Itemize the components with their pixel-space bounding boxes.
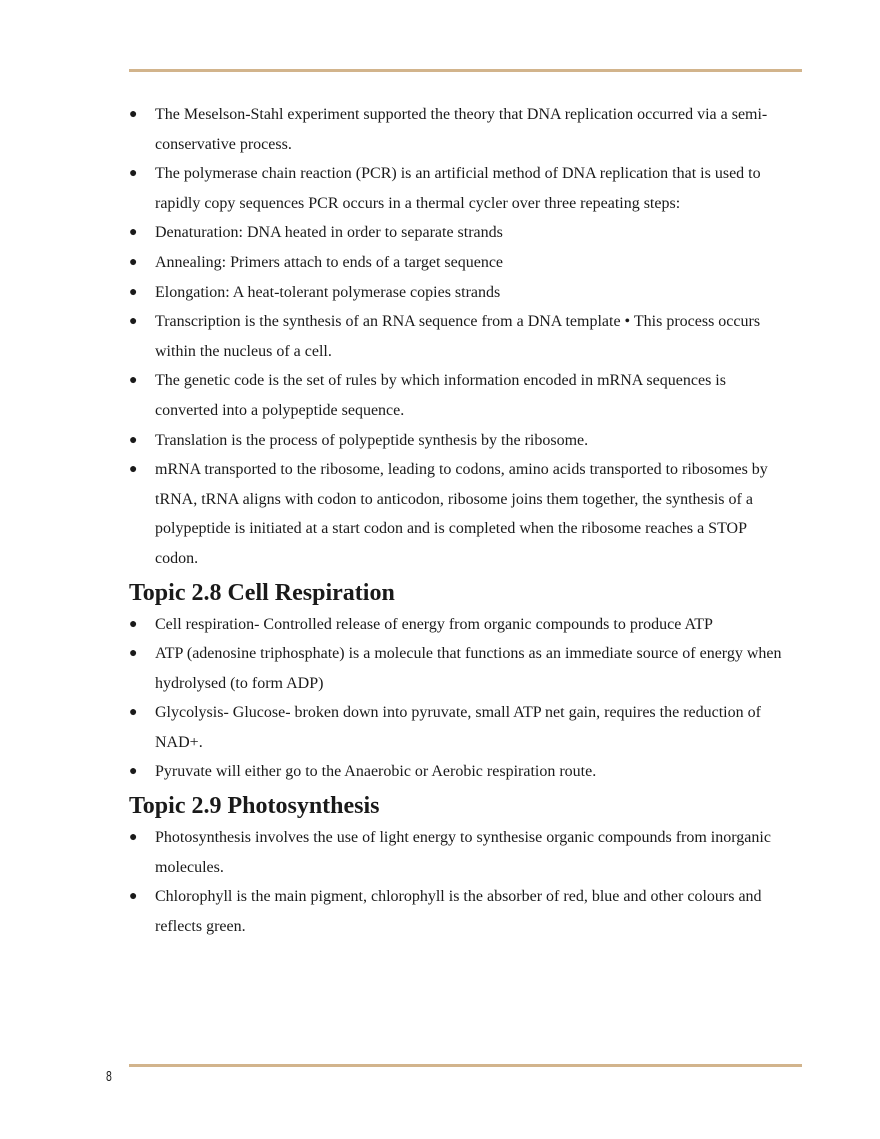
bullet-list-cell-respiration [129, 610, 789, 788]
list-item [129, 823, 789, 882]
list-item [129, 698, 789, 757]
list-item-text: Glycolysis- Glucose- broken down into pyruvate, small ATP net gain, requires the reduction of NAD+. [155, 704, 761, 751]
page-content [129, 100, 789, 941]
bullet-icon: ● [129, 432, 138, 448]
bullet-icon: ● [129, 705, 138, 721]
list-item-text: ATP (adenosine triphosphate) is a molecule that functions as an immediate source of energy when hydrolysed (to form ADP) [155, 645, 782, 692]
footer-rule [129, 1064, 802, 1067]
bullet-icon: ● [129, 646, 138, 662]
list-item-text: Cell respiration- Controlled release of energy from organic compounds to produce ATP [155, 615, 713, 633]
bullet-icon: ● [129, 830, 138, 846]
list-item-text: Photosynthesis involves the use of light energy to synthesise organic compounds from inorganic molecules. [155, 829, 771, 876]
list-item-text: Chlorophyll is the main pigment, chlorophyll is the absorber of red, blue and other colours and reflects green. [155, 888, 762, 935]
list-item [129, 426, 789, 456]
bullet-icon: ● [129, 616, 138, 632]
list-item [129, 882, 789, 941]
bullet-icon: ● [129, 889, 138, 905]
list-item [129, 639, 789, 698]
list-item [129, 278, 789, 308]
list-item [129, 100, 789, 159]
list-item-text: The genetic code is the set of rules by which information encoded in mRNA sequences is converted into a polypeptide sequence. [155, 372, 726, 419]
bullet-list-intro [129, 100, 789, 574]
bullet-icon: ● [129, 254, 138, 270]
list-item-text: Denaturation: DNA heated in order to separate strands [155, 224, 503, 242]
list-item [129, 248, 789, 278]
bullet-icon: ● [129, 284, 138, 300]
list-item [129, 218, 789, 248]
list-item-text: Pyruvate will either go to the Anaerobic or Aerobic respiration route. [155, 763, 597, 781]
list-item [129, 610, 789, 640]
list-item-text: mRNA transported to the ribosome, leading to codons, amino acids transported to ribosomes by tRNA, tRNA aligns with codon to anticodon, ribosome joins them together, the synthesis of a polypeptide is initiated at a start codon and is completed when the ribosome reaches a STOP codon. [155, 461, 768, 567]
list-item-text: Elongation: A heat-tolerant polymerase copies strands [155, 283, 501, 301]
bullet-icon: ● [129, 462, 138, 478]
list-item-text: The polymerase chain reaction (PCR) is an artificial method of DNA replication that is used to rapidly copy sequences PCR occurs in a thermal cycler over three repeating steps: [155, 165, 761, 212]
bullet-icon: ● [129, 373, 138, 389]
list-item [129, 757, 789, 787]
list-item [129, 455, 789, 573]
bullet-icon: ● [129, 225, 138, 241]
section-heading-photosynthesis: Topic 2.9 Photosynthesis [129, 793, 380, 820]
list-item-text: Translation is the process of polypeptide synthesis by the ribosome. [155, 431, 589, 449]
page-number: 8 [106, 1068, 112, 1085]
list-item-text: Annealing: Primers attach to ends of a target sequence [155, 253, 504, 271]
list-item-text: The Meselson-Stahl experiment supported the theory that DNA replication occurred via a semi-conservative process. [155, 106, 768, 153]
header-rule [129, 69, 802, 72]
list-item [129, 159, 789, 218]
list-item-text: Transcription is the synthesis of an RNA sequence from a DNA template • This process occurs within the nucleus of a cell. [155, 313, 761, 360]
bullet-icon: ● [129, 166, 138, 182]
bullet-icon: ● [129, 107, 138, 122]
list-item [129, 307, 789, 366]
bullet-icon: ● [129, 314, 138, 330]
bullet-list-photosynthesis [129, 823, 789, 941]
bullet-icon: ● [129, 764, 138, 780]
section-heading-cell-respiration: Topic 2.8 Cell Respiration [129, 579, 395, 606]
list-item [129, 366, 789, 425]
